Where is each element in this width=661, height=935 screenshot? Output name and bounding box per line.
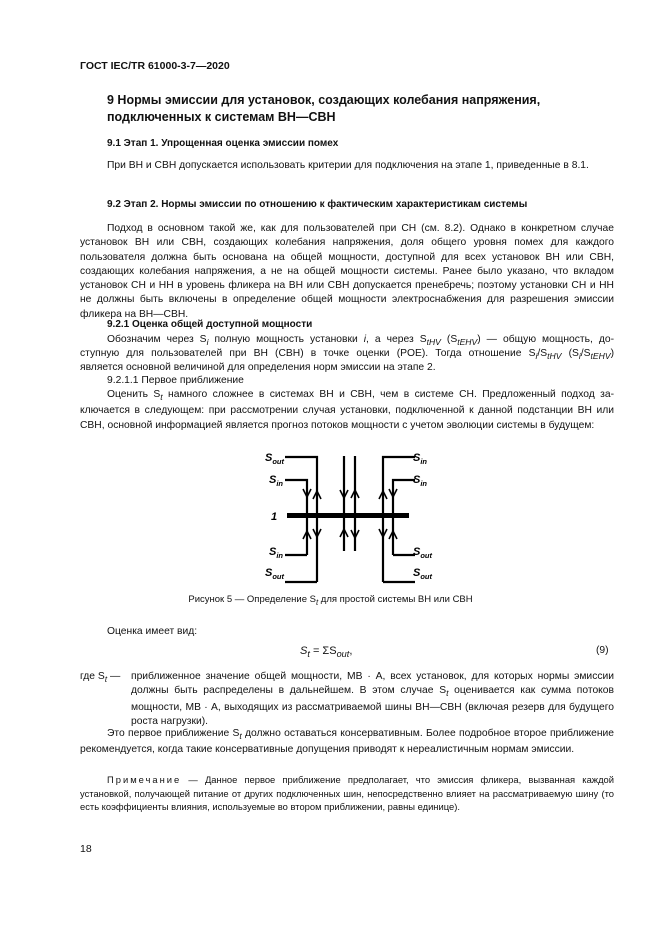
- section-9-2-1-line1: Обозначим через $S_i$ полную мощность установки i, а через $S_{tHV}$ $(S_{tEHV})$ — общую мощность, до-: [107, 334, 615, 348]
- section-9-2-1-1-heading: 9.2.1.1 Первое приближение: [107, 375, 244, 386]
- label-s-in-tr: $S_{in}$: [413, 452, 428, 466]
- label-bus-1: 1: [271, 511, 278, 523]
- section-9-2-1-line3: является основной величиной для определения норм эмиссии на этапе 2.: [80, 362, 436, 373]
- label-s-out-br2: $S_{out}$: [413, 567, 433, 581]
- note-paragraph: Примечание — Данное первое приближение предполагает, что эмиссия фликера, вызванная каждой установкой, получающей питание от других подключенных шин, непосредственно влияет на рассматриваемую шину (то есть коэффициенты влияния, используемые во втором приближении, равны единице).: [80, 774, 614, 812]
- section-9-1-text: При ВН и СВН допускается использовать критерии для подключения на этапе 1, приведенные в 8.1.: [107, 160, 589, 171]
- section-9-2-text: Подход в основном такой же, как для пользователей при СН (см. 8.2). Однако в конкретном случае установок ВН или СВН, создающих колебания напряжения, доля общего уровня помех для каждого пользователя должна быть основана на общей мощности, доступной для всех установок ВН или СВН, создающих колебания напряжения, а не на общей мощности системы. Ранее было указано, что вкладом установок СН и НН в уровень фликера на ВН или СВН допускается пренебречь; поэтому установки СН и НН не должны быть включены в определение общей мощности электроснабжения для разрешения эмиссии фликера на ВН—СВН.: [80, 223, 614, 320]
- label-s-in-tr2: $S_{in}$: [413, 474, 428, 488]
- section-9-2-1-line2: ступную для пользователей при ВН (СВН) в точке оценки (POE). Тогда отношение $S_i/S_{tHV}$ $(S_i/S_{tEHV})$: [80, 348, 614, 362]
- busbar-1: [287, 513, 409, 518]
- where-definition: приближенное значение общей мощности, МВ · А, всех установок, для которых нормы эмиссии должны быть распределены в дальнейшем. В этом случае $S_t$ оценивается как сумма потоков мощности, МВ · А, выходящих из рассматриваемой шины ВН—СВН (включая резерв для будущего роста нагрузки).: [131, 671, 614, 727]
- label-s-out-bl: $S_{out}$: [265, 567, 285, 581]
- section-9-1-heading: 9.1 Этап 1. Упрощенная оценка эмиссии помех: [107, 138, 339, 149]
- section-9-title: 9 Нормы эмиссии для установок, создающих колебания напряжения, подключенных к системам ВН—СВН: [107, 93, 541, 124]
- formula-intro: Оценка имеет вид:: [107, 626, 198, 637]
- note-label: Примечание: [107, 774, 182, 785]
- conservative-paragraph: Это первое приближение $S_t$ должно оставаться консервативным. Более подробное второе приближение рекомендуется, когда такие консервативные допущения приводят к нереалистичным нормам эмиссии.: [80, 728, 614, 756]
- line-left-outer: [285, 457, 317, 582]
- power-flow-diagram: [255, 448, 445, 588]
- figure-5-caption: Рисунок 5 — Определение $S_t$ для простой системы ВН или СВН: [188, 594, 473, 607]
- where-term: где $S_t$ —: [80, 671, 121, 685]
- section-9-2-1-1-text: Оценить $S_t$ намного сложнее в системах ВН и СВН, чем в системе СН. Предложенный подход заключается в следующем: при рассмотрении случая установки, подключенной к данной подстанции ВН или СВН, основной информацией является прогноз потоков мощности с учетом эволюции системы в будущем:: [80, 389, 614, 431]
- label-s-in-tl: $S_{in}$: [269, 474, 284, 488]
- section-9-2-heading: 9.2 Этап 2. Нормы эмиссии по отношению к фактическим характеристикам системы: [107, 199, 528, 210]
- label-s-out-tl: $S_{out}$: [265, 452, 285, 466]
- page-number: 18: [80, 843, 92, 855]
- section-9-2-1-heading: 9.2.1 Оценка общей доступной мощности: [107, 319, 313, 330]
- formula-9: $S_t = \Sigma S_{out}$,: [300, 645, 353, 660]
- document-header: ГОСТ IEC/TR 61000-3-7—2020: [80, 60, 230, 72]
- line-right-outer: [383, 457, 415, 582]
- equation-number: (9): [596, 645, 609, 656]
- label-s-in-bl: $S_{in}$: [269, 546, 284, 560]
- label-s-out-br: $S_{out}$: [413, 546, 433, 560]
